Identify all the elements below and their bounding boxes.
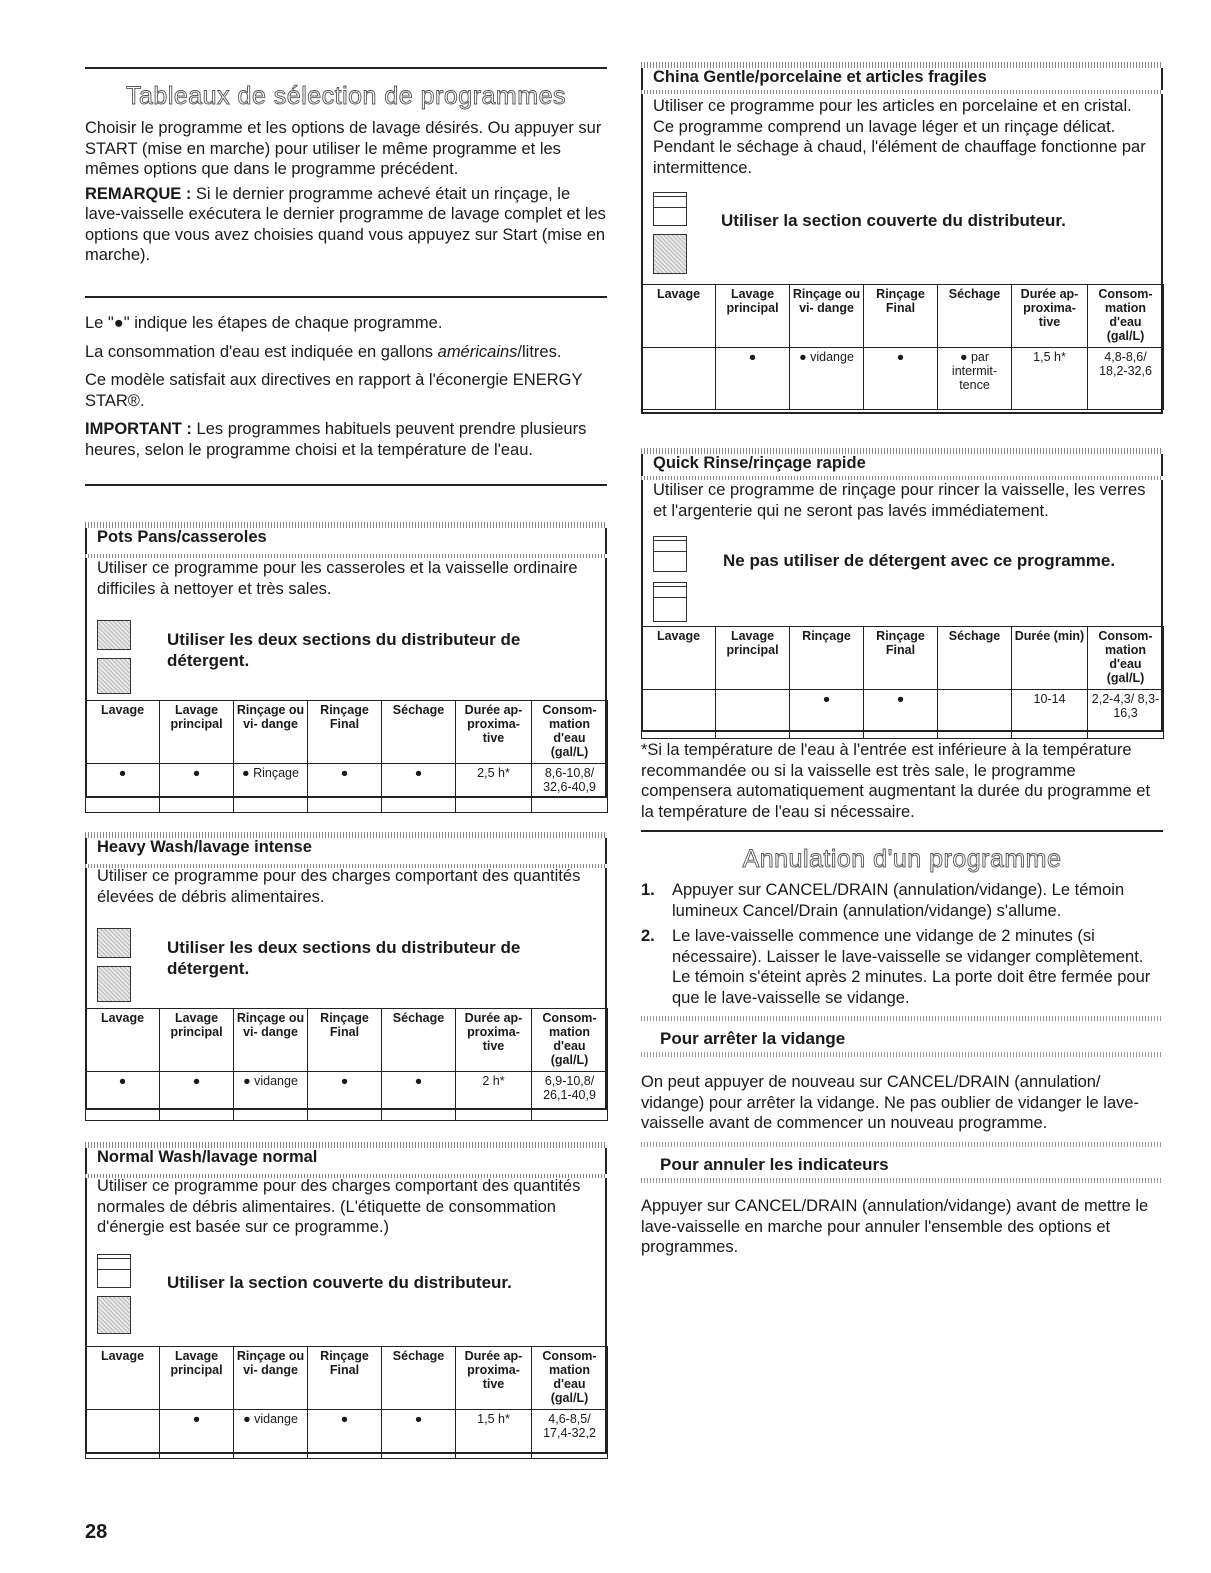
- header-lavage: Lavage: [86, 1347, 160, 1410]
- header-rincage-final: Rinçage Final: [864, 627, 938, 690]
- value-duree: 1,5 h*: [1012, 348, 1088, 410]
- header-rincage: Rinçage ou vi- dange: [234, 1009, 308, 1072]
- water-units-italic: américains: [437, 342, 518, 361]
- step-text: Appuyer sur CANCEL/DRAIN (annulation/vidange). Le témoin lumineux Cancel/Drain (annulation/vidange) s'allume.: [672, 881, 1125, 920]
- important-paragraph: [85, 419, 607, 460]
- value-rincage-final: ●: [308, 1410, 382, 1459]
- program-box-pots-pans: [85, 526, 607, 798]
- value-rincage: ● Rinçage: [234, 764, 308, 813]
- hatch-bar: [641, 1178, 1163, 1183]
- page-number: 28: [85, 1521, 108, 1543]
- header-duree: Durée ap- proxima- tive: [456, 701, 532, 764]
- dispenser-note: Utiliser la section couverte du distributeur.: [167, 1273, 512, 1292]
- value-rincage-final: ●: [308, 1072, 382, 1121]
- header-rincage: Rinçage ou vi- dange: [234, 701, 308, 764]
- value-consommation: 4,8-8,6/ 18,2-32,6: [1088, 348, 1164, 410]
- intro-text: [85, 118, 607, 270]
- value-sechage: ●: [382, 764, 456, 813]
- dispenser-prewash-icon: [97, 966, 131, 1002]
- header-consommation: Consom- mation d'eau (gal/L): [532, 1347, 608, 1410]
- stop-drain-text: On peut appuyer de nouveau sur CANCEL/DRAIN (annulation/ vidange) pour arrêter la vidange. Ne pas oublier de vidanger le lave-vaisselle avant de commencer un nouveau programme.: [641, 1073, 1140, 1132]
- header-lavage: Lavage: [86, 701, 160, 764]
- important-text: Les programmes habituels peuvent prendre plusieurs heures, selon le programme choisi et la température de l'eau.: [85, 420, 587, 459]
- value-lavage: ●: [86, 1072, 160, 1121]
- program-title: Normal Wash/lavage normal: [87, 1148, 605, 1168]
- value-lavage: ●: [86, 764, 160, 813]
- value-lavage-principal: [716, 690, 790, 739]
- rule-intro: [85, 296, 607, 298]
- header-consommation: Consom- mation d'eau (gal/L): [1088, 627, 1164, 690]
- value-duree: 10-14: [1012, 690, 1088, 739]
- program-table: [85, 700, 608, 813]
- value-sechage: [938, 690, 1012, 739]
- water-units-a: La consommation d'eau est indiquée en gallons: [85, 342, 438, 361]
- value-rincage: ● vidange: [790, 348, 864, 410]
- dispenser-open-icon: [653, 234, 687, 274]
- header-rincage: Rinçage ou vi- dange: [790, 285, 864, 348]
- dispenser-note: Utiliser les deux sections du distributeur de détergent.: [167, 938, 521, 978]
- program-title: Pots Pans/casseroles: [87, 528, 605, 548]
- remarque-label: REMARQUE :: [85, 184, 192, 203]
- hatch-bar: [641, 90, 1163, 94]
- header-consommation: Consom- mation d'eau (gal/L): [532, 701, 608, 764]
- value-lavage-principal: ●: [160, 764, 234, 813]
- program-title: Heavy Wash/lavage intense: [87, 838, 605, 858]
- hatch-bar: [641, 1052, 1163, 1057]
- value-rincage-final: ●: [864, 348, 938, 410]
- program-table: [641, 284, 1164, 410]
- value-rincage: ●: [790, 690, 864, 739]
- cancel-indicators-text: Appuyer sur CANCEL/DRAIN (annulation/vidange) avant de mettre le lave-vaisselle en marche pour annuler l'ensemble des options et programmes.: [641, 1197, 1149, 1256]
- header-lavage-principal: Lavage principal: [716, 627, 790, 690]
- value-duree: 1,5 h*: [456, 1410, 532, 1459]
- program-table: [85, 1008, 608, 1121]
- header-duree: Durée ap- proxima- tive: [456, 1347, 532, 1410]
- header-rincage-final: Rinçage Final: [864, 285, 938, 348]
- header-rincage: Rinçage: [790, 627, 864, 690]
- value-lavage-principal: ●: [716, 348, 790, 410]
- header-sechage: Séchage: [382, 1347, 456, 1410]
- footnote: *Si la température de l'eau à l'entrée est inférieure à la température recommandée ou si la vaisselle est très sale, le programme compensera automatiquement augmentant la durée du programme et la température de l'eau si nécessaire.: [641, 741, 1151, 821]
- value-lavage: [86, 1410, 160, 1459]
- energy-star-paragraph: Ce modèle satisfait aux directives en rapport à l'éconergie ENERGY STAR®.: [85, 371, 583, 410]
- header-lavage: Lavage: [642, 627, 716, 690]
- program-description: Utiliser ce programme de rinçage pour rincer la vaisselle, les verres et l'argenterie qui ne seront pas lavés immédiatement.: [653, 481, 1146, 520]
- top-rule-left: [85, 67, 607, 69]
- value-rincage: ● vidange: [234, 1410, 308, 1459]
- dispenser-prewash-icon: [97, 658, 131, 694]
- remarque-text: Si le dernier programme achevé était un rinçage, le lave-vaisselle exécutera le dernier programme de lavage complet et les options que vous avez choisies quand vous appuyez sur Start (mise en marche).: [85, 184, 606, 264]
- program-description: Utiliser ce programme pour les casseroles et la vaisselle ordinaire difficiles à nettoyer et très sales.: [97, 559, 578, 598]
- value-duree: 2,5 h*: [456, 764, 532, 813]
- header-duree: Durée ap- proxima- tive: [456, 1009, 532, 1072]
- stop-drain-title: Pour arrêter la vidange: [660, 1029, 846, 1048]
- value-rincage: ● vidange: [234, 1072, 308, 1121]
- legend-text: [85, 313, 607, 464]
- cancel-indicators-title: Pour annuler les indicateurs: [660, 1155, 889, 1174]
- program-description: Utiliser ce programme pour des charges comportant des quantités élevées de débris alimentaires.: [97, 867, 581, 906]
- value-lavage-principal: ●: [160, 1410, 234, 1459]
- header-duree: Durée ap- proxima- tive: [1012, 285, 1088, 348]
- value-lavage: [642, 348, 716, 410]
- program-title: China Gentle/porcelaine et articles fragiles: [643, 68, 1161, 88]
- dispenser-covered-icon: [97, 1254, 131, 1288]
- header-sechage: Séchage: [938, 627, 1012, 690]
- value-duree: 2 h*: [456, 1072, 532, 1121]
- program-box-china-gentle: [641, 66, 1163, 414]
- dispenser-open-icon: [97, 1296, 131, 1334]
- dispenser-note: Utiliser la section couverte du distributeur.: [721, 211, 1066, 230]
- intro-paragraph: Choisir le programme et les options de lavage désirés. Ou appuyer sur START (mise en marche) pour utiliser le même programme et les mêmes options que dans le programme précédent.: [85, 119, 602, 178]
- hatch-bar: [641, 1142, 1163, 1147]
- value-rincage-final: ●: [864, 690, 938, 739]
- step-number: 1.: [641, 881, 655, 899]
- header-rincage: Rinçage ou vi- dange: [234, 1347, 308, 1410]
- step-number: 2.: [641, 927, 655, 945]
- header-rincage-final: Rinçage Final: [308, 1009, 382, 1072]
- header-lavage: Lavage: [642, 285, 716, 348]
- legend-dot-paragraph: Le "●" indique les étapes de chaque programme.: [85, 314, 443, 332]
- value-sechage: ● par intermit- tence: [938, 348, 1012, 410]
- program-title: Quick Rinse/rinçage rapide: [643, 454, 1161, 474]
- program-box-heavy-wash: [85, 836, 607, 1110]
- important-label: IMPORTANT :: [85, 420, 192, 438]
- header-consommation: Consom- mation d'eau (gal/L): [1088, 285, 1164, 348]
- program-description: Utiliser ce programme pour des charges comportant des quantités normales de débris alimentaires. (L'étiquette de consommation d'énergie est basée sur ce programme.): [97, 1177, 581, 1236]
- cancel-step-2: [641, 926, 1163, 1010]
- water-units-paragraph: [85, 342, 607, 363]
- dispenser-main-icon: [97, 620, 131, 650]
- step-text: Le lave-vaisselle commence une vidange de 2 minutes (si nécessaire). Laisser le lave-vaisselle se vidanger complètement. Le témoin s'éteint après 2 minutes. La porte doit être fermée pour que le lave-vaisselle se vidange.: [672, 927, 1151, 1007]
- program-table: [641, 626, 1164, 739]
- header-rincage-final: Rinçage Final: [308, 701, 382, 764]
- header-lavage: Lavage: [86, 1009, 160, 1072]
- value-consommation: 8,6-10,8/ 32,6-40,9: [532, 764, 608, 813]
- value-sechage: ●: [382, 1072, 456, 1121]
- value-consommation: 2,2-4,3/ 8,3-16,3: [1088, 690, 1164, 739]
- value-rincage-final: ●: [308, 764, 382, 813]
- section-title-programs: Tableaux de sélection de programmes: [126, 82, 566, 110]
- dispenser-covered-icon: [653, 536, 687, 572]
- header-sechage: Séchage: [382, 701, 456, 764]
- cancel-step-1: [641, 880, 1163, 920]
- program-description: Utiliser ce programme pour les articles en porcelaine et en cristal. Ce programme comprend un lavage léger et un rinçage délicat. Pendant le séchage à chaud, l'élément de chauffage fonctionne par intermittence.: [653, 97, 1146, 177]
- header-lavage-principal: Lavage principal: [160, 701, 234, 764]
- dispenser-open-icon: [653, 582, 687, 622]
- program-box-normal-wash: [85, 1146, 607, 1454]
- header-rincage-final: Rinçage Final: [308, 1347, 382, 1410]
- value-consommation: 6,9-10,8/ 26,1-40,9: [532, 1072, 608, 1121]
- value-consommation: 4,6-8,5/ 17,4-32,2: [532, 1410, 608, 1459]
- remarque-paragraph: [85, 184, 607, 266]
- header-consommation: Consom- mation d'eau (gal/L): [532, 1009, 608, 1072]
- header-duree: Durée (min): [1012, 627, 1088, 690]
- rule-footnote: [641, 830, 1163, 832]
- header-lavage-principal: Lavage principal: [160, 1009, 234, 1072]
- dispenser-covered-icon: [653, 192, 687, 226]
- water-units-b: /litres.: [517, 342, 562, 361]
- dispenser-note: Ne pas utiliser de détergent avec ce programme.: [723, 551, 1116, 570]
- rule-legend: [85, 484, 607, 486]
- dispenser-main-icon: [97, 928, 131, 958]
- program-box-quick-rinse: [641, 452, 1163, 732]
- header-sechage: Séchage: [382, 1009, 456, 1072]
- section-title-cancel: Annulation d'un programme: [742, 845, 1062, 873]
- value-sechage: ●: [382, 1410, 456, 1459]
- hatch-bar: [641, 1016, 1163, 1021]
- value-lavage-principal: ●: [160, 1072, 234, 1121]
- header-lavage-principal: Lavage principal: [716, 285, 790, 348]
- program-table: [85, 1346, 608, 1459]
- header-lavage-principal: Lavage principal: [160, 1347, 234, 1410]
- value-lavage: [642, 690, 716, 739]
- dispenser-note: Utiliser les deux sections du distributeur de détergent.: [167, 630, 521, 670]
- header-sechage: Séchage: [938, 285, 1012, 348]
